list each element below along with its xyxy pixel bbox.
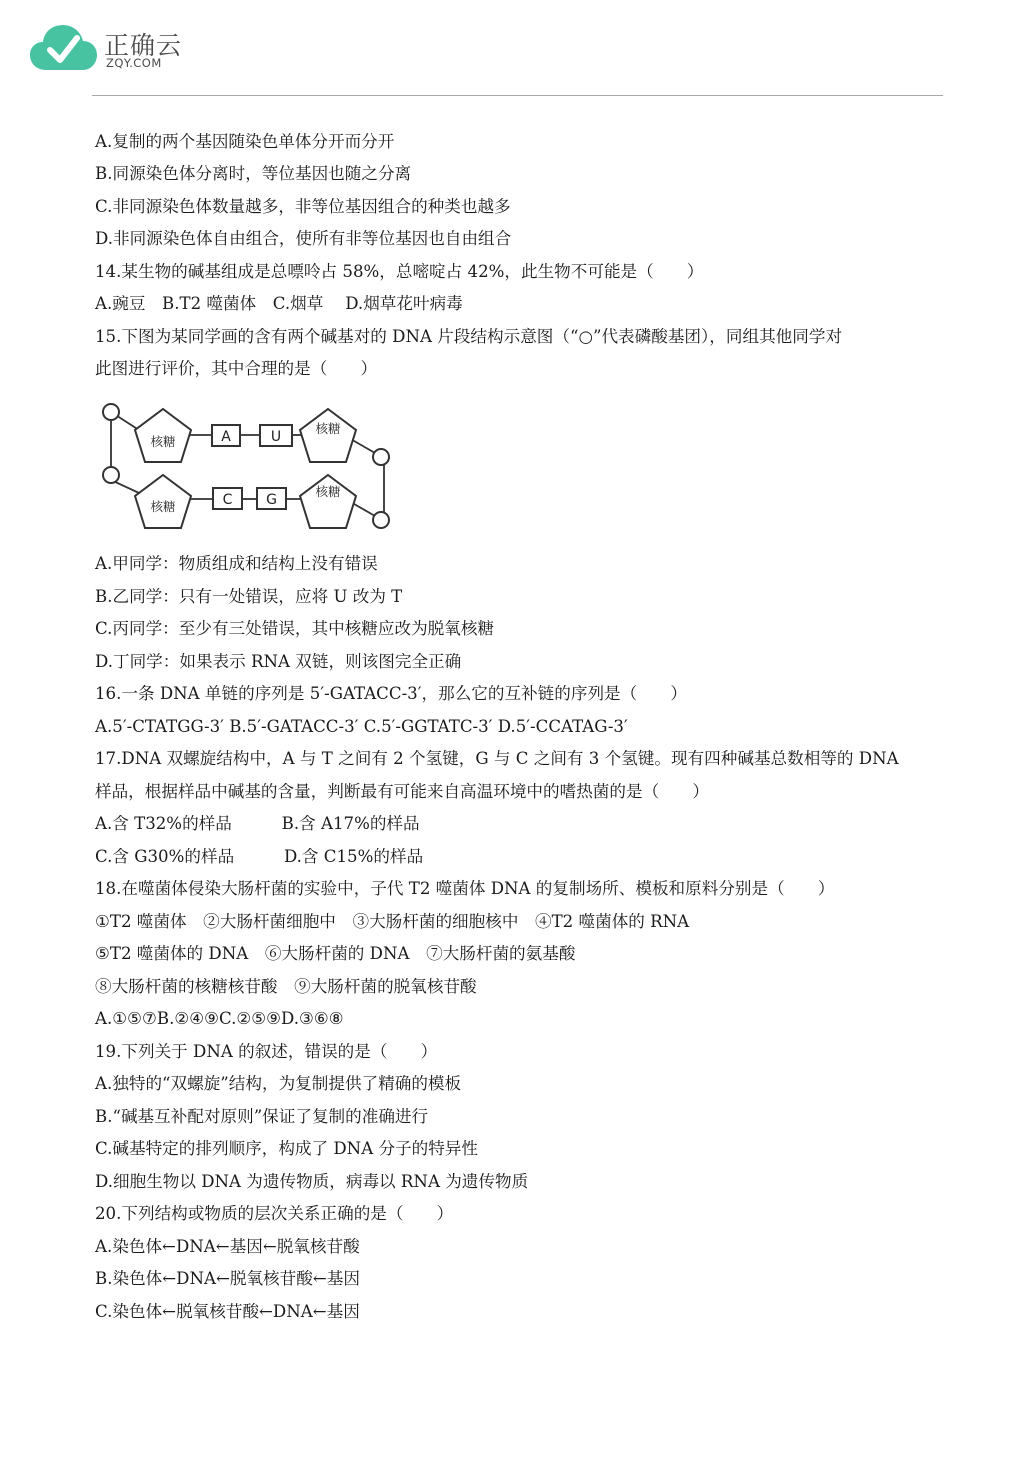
q17-stem-line2: 样品，根据样品中碱基的含量，判断最有可能来自高温环境中的嗜热菌的是（ ） [95, 782, 709, 801]
logo-domain-text: ZQY.COM [106, 56, 162, 70]
q18-stem: 18.在噬菌体侵染大肠杆菌的实验中，子代 T2 噬菌体 DNA 的复制场所、模板和原料分别是（ ） [95, 879, 835, 898]
phosphate-circle [373, 512, 389, 528]
q17-stem-line1: 17.DNA 双螺旋结构中，A 与 T 之间有 2 个氢键，G 与 C 之间有 3 个氢键。现有四种碱基总数相等的 DNA [95, 749, 899, 768]
q18-items-3: ⑧大肠杆菌的核糖核苷酸 ⑨大肠杆菌的脱氧核苷酸 [95, 977, 477, 996]
q19-option-d: D.细胞生物以 DNA 为遗传物质，病毒以 RNA 为遗传物质 [95, 1172, 529, 1191]
sugar-label-bottom-right: 核糖 [315, 484, 341, 499]
sugar-label-top-left: 核糖 [150, 434, 176, 449]
q15-stem-line2: 此图进行评价，其中合理的是（ ） [95, 359, 378, 378]
base-label-g: G [266, 492, 277, 508]
header-divider [92, 95, 943, 96]
q18-items-2: ⑤T2 噬菌体的 DNA ⑥大肠杆菌的 DNA ⑦大肠杆菌的氨基酸 [95, 944, 576, 963]
q20-option-c: C.染色体←脱氧核苷酸←DNA←基因 [95, 1302, 360, 1321]
header [30, 22, 230, 78]
base-label-c: C [222, 492, 233, 508]
base-label-u: U [270, 429, 282, 445]
q14-options: A.豌豆 B.T2 噬菌体 C.烟草 D.烟草花叶病毒 [95, 294, 463, 313]
q15-option-a: A.甲同学：物质组成和结构上没有错误 [95, 554, 378, 573]
q14-stem: 14.某生物的碱基组成是总嘌呤占 58%，总嘧啶占 42%，此生物不可能是（ ） [95, 262, 704, 281]
phosphate-circle [373, 449, 389, 465]
phosphate-circle [103, 467, 119, 483]
q13-option-c: C.非同源染色体数量越多，非等位基因组合的种类也越多 [95, 197, 511, 216]
sugar-label-top-right: 核糖 [315, 421, 341, 436]
q19-option-b: B.“碱基互补配对原则”保证了复制的准确进行 [95, 1107, 429, 1126]
q20-option-b: B.染色体←DNA←脱氧核苷酸←基因 [95, 1269, 360, 1288]
cloud-check-logo-icon [30, 22, 100, 74]
q13-option-d: D.非同源染色体自由组合，使所有非等位基因也自由组合 [95, 229, 512, 248]
q18-options: A.①⑤⑦B.②④⑨C.②⑤⑨D.③⑥⑧ [95, 1009, 344, 1028]
logo-chinese-text: 正确云 [104, 31, 183, 60]
q15-option-d: D.丁同学：如果表示 RNA 双链，则该图完全正确 [95, 652, 462, 671]
q19-option-a: A.独特的“双螺旋”结构，为复制提供了精确的模板 [95, 1074, 462, 1093]
sugar-label-bottom-left: 核糖 [150, 499, 176, 514]
q19-stem: 19.下列关于 DNA 的叙述，错误的是（ ） [95, 1042, 438, 1061]
q15-option-c: C.丙同学：至少有三处错误，其中核糖应改为脱氧核糖 [95, 619, 495, 638]
q20-option-a: A.染色体←DNA←基因←脱氧核苷酸 [95, 1237, 360, 1256]
q20-stem: 20.下列结构或物质的层次关系正确的是（ ） [95, 1204, 454, 1223]
q13-option-a: A.复制的两个基因随染色单体分开而分开 [95, 132, 395, 151]
q13-option-b: B.同源染色体分离时，等位基因也随之分离 [95, 164, 412, 183]
q16-options: A.5′-CTATGG-3′ B.5′-GATACC-3′ C.5′-GGTATC-3′ D.5′-CCATAG-3′ [95, 717, 628, 736]
q17-options-cd: C.含 G30%的样品 D.含 C15%的样品 [95, 847, 424, 866]
phosphate-circle [103, 404, 119, 420]
q15-stem-line1: 15.下图为某同学画的含有两个碱基对的 DNA 片段结构示意图（“○”代表磷酸基团），同组其他同学对 [95, 327, 843, 346]
q17-options-ab: A.含 T32%的样品 B.含 A17%的样品 [95, 814, 420, 833]
q19-option-c: C.碱基特定的排列顺序，构成了 DNA 分子的特异性 [95, 1139, 479, 1158]
q16-stem: 16.一条 DNA 单链的序列是 5′-GATACC-3′，那么它的互补链的序列是（ ） [95, 684, 688, 703]
q18-items-1: ①T2 噬菌体 ②大肠杆菌细胞中 ③大肠杆菌的细胞核中 ④T2 噬菌体的 RNA [95, 912, 690, 931]
sugar-pentagon [300, 475, 356, 528]
dna-fragment-diagram [95, 395, 400, 540]
base-label-a: A [221, 429, 231, 445]
q15-option-b: B.乙同学：只有一处错误，应将 U 改为 T [95, 587, 403, 606]
